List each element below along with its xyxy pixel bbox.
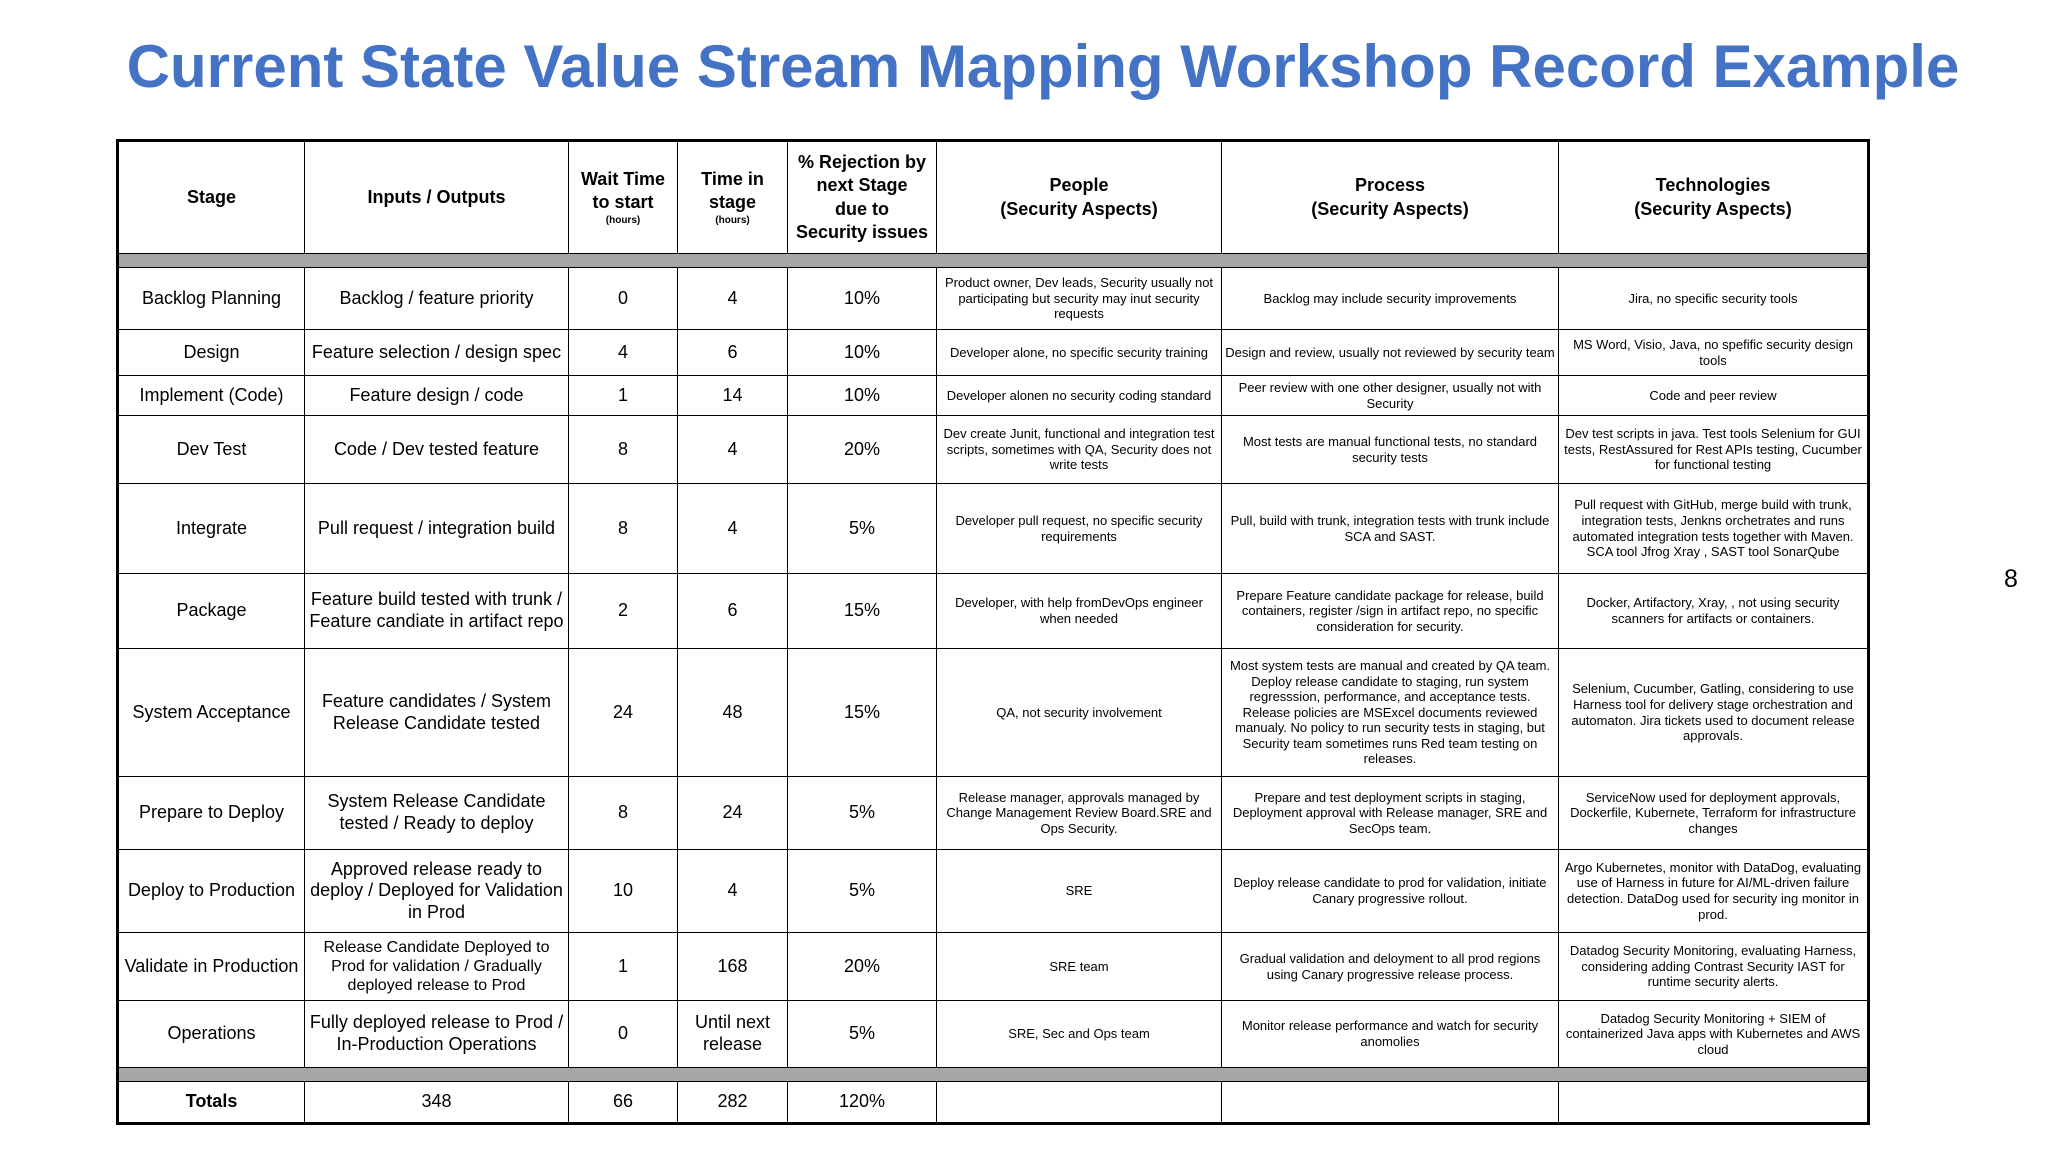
rejection-cell: 15% (788, 649, 937, 777)
page-title: Current State Value Stream Mapping Workshop Record Example (126, 33, 1960, 100)
rejection-cell: 5% (788, 484, 937, 574)
header-inputs-outputs: Inputs / Outputs (305, 141, 569, 254)
process-cell: Most system tests are manual and created by QA team. Deploy release candidate to staging, run system regresssion, performance, and acceptance tests. Release policies are MSExcel documents reviewed manualy. No policy to run security tests in staging, but Security team sometimes runs Red team testing on releases. (1222, 649, 1559, 777)
time-cell: 14 (678, 376, 788, 416)
totals-process (1222, 1082, 1559, 1124)
stage-cell: Operations (118, 1001, 305, 1068)
io-cell: Feature design / code (305, 376, 569, 416)
totals-time: 282 (678, 1082, 788, 1124)
stage-cell: Validate in Production (118, 933, 305, 1001)
tech-cell: Pull request with GitHub, merge build with trunk, integration tests, Jenkns orchetrates and runs automated integration tests together with Maven. SCA tool Jfrog Xray , SAST tool SonarQube (1559, 484, 1869, 574)
process-cell: Backlog may include security improvements (1222, 268, 1559, 330)
wait-cell: 8 (569, 484, 678, 574)
rejection-cell: 10% (788, 330, 937, 376)
table-row (118, 574, 1869, 649)
totals-tech (1559, 1082, 1869, 1124)
header-technologies: Technologies (Security Aspects) (1559, 141, 1869, 254)
totals-separator (118, 1068, 1869, 1082)
tech-cell: Selenium, Cucumber, Gatling, considering to use Harness tool for delivery stage orchestration and automaton. Jira tickets used to document release approvals. (1559, 649, 1869, 777)
process-cell: Most tests are manual functional tests, no standard security tests (1222, 416, 1559, 484)
totals-rejection: 120% (788, 1082, 937, 1124)
people-cell: Product owner, Dev leads, Security usually not participating but security may inut security requests (937, 268, 1222, 330)
header-row (118, 141, 1869, 254)
io-cell: Pull request / integration build (305, 484, 569, 574)
io-cell: Feature selection / design spec (305, 330, 569, 376)
process-cell: Prepare and test deployment scripts in staging, Deployment approval with Release manager, SRE and SecOps team. (1222, 777, 1559, 850)
io-cell: Release Candidate Deployed to Prod for validation / Gradually deployed release to Prod (305, 933, 569, 1001)
tech-cell: Datadog Security Monitoring, evaluating Harness, considering adding Contrast Security IAST for runtime security alerts. (1559, 933, 1869, 1001)
people-cell: Developer alone, no specific security training (937, 330, 1222, 376)
wait-cell: 1 (569, 933, 678, 1001)
table-row (118, 268, 1869, 330)
table-row (118, 416, 1869, 484)
wait-cell: 0 (569, 268, 678, 330)
totals-label: Totals (118, 1082, 305, 1124)
people-cell: Release manager, approvals managed by Change Management Review Board.SRE and Ops Security. (937, 777, 1222, 850)
time-cell: 6 (678, 574, 788, 649)
people-cell: Developer alonen no security coding standard (937, 376, 1222, 416)
stage-cell: Design (118, 330, 305, 376)
time-cell: 168 (678, 933, 788, 1001)
process-cell: Prepare Feature candidate package for release, build containers, register /sign in artifact repo, no specific consideration for security. (1222, 574, 1559, 649)
tech-cell: Argo Kubernetes, monitor with DataDog, evaluating use of Harness in future for AI/ML-driven failure detection. DataDog used for security ing monitor in prod. (1559, 850, 1869, 933)
header-time-unit: (hours) (715, 215, 750, 227)
totals-wait: 66 (569, 1082, 678, 1124)
io-cell: Approved release ready to deploy / Deployed for Validation in Prod (305, 850, 569, 933)
io-cell: Feature build tested with trunk / Feature candiate in artifact repo (305, 574, 569, 649)
time-cell: Until next release (678, 1001, 788, 1068)
people-cell: SRE team (937, 933, 1222, 1001)
time-cell: 4 (678, 850, 788, 933)
stage-cell: Backlog Planning (118, 268, 305, 330)
people-cell: Dev create Junit, functional and integration test scripts, sometimes with QA, Security does not write tests (937, 416, 1222, 484)
rejection-cell: 20% (788, 933, 937, 1001)
table-row (118, 649, 1869, 777)
header-wait-unit: (hours) (605, 215, 641, 227)
time-cell: 4 (678, 484, 788, 574)
io-cell: Feature candidates / System Release Candidate tested (305, 649, 569, 777)
wait-cell: 4 (569, 330, 678, 376)
rejection-cell: 5% (788, 850, 937, 933)
tech-cell: Code and peer review (1559, 376, 1869, 416)
stage-cell: Dev Test (118, 416, 305, 484)
table-row (118, 1001, 1869, 1068)
rejection-cell: 5% (788, 777, 937, 850)
header-process: Process (Security Aspects) (1222, 141, 1559, 254)
header-rejection: % Rejection by next Stage due to Security issues (788, 141, 937, 254)
header-separator (118, 254, 1869, 268)
wait-cell: 10 (569, 850, 678, 933)
tech-cell: ServiceNow used for deployment approvals, Dockerfile, Kubernete, Terraform for infrastructure changes (1559, 777, 1869, 850)
table-row (118, 376, 1869, 416)
table-row (118, 484, 1869, 574)
process-cell: Gradual validation and deloyment to all prod regions using Canary progressive release process. (1222, 933, 1559, 1001)
stage-cell: System Acceptance (118, 649, 305, 777)
table-row (118, 933, 1869, 1001)
process-cell: Design and review, usually not reviewed by security team (1222, 330, 1559, 376)
io-cell: System Release Candidate tested / Ready to deploy (305, 777, 569, 850)
time-cell: 4 (678, 416, 788, 484)
totals-people (937, 1082, 1222, 1124)
wait-cell: 24 (569, 649, 678, 777)
header-people: People (Security Aspects) (937, 141, 1222, 254)
header-time-in-stage: Time in stage (hours) (678, 141, 788, 254)
header-stage: Stage (118, 141, 305, 254)
tech-cell: MS Word, Visio, Java, no spefific security design tools (1559, 330, 1869, 376)
process-cell: Peer review with one other designer, usually not with Security (1222, 376, 1559, 416)
tech-cell: Dev test scripts in java. Test tools Selenium for GUI tests, RestAssured for Rest APIs testing, Cucumber for functional testing (1559, 416, 1869, 484)
page-number: 8 (2004, 565, 2018, 593)
header-wait-time: Wait Time to start (hours) (569, 141, 678, 254)
time-cell: 24 (678, 777, 788, 850)
io-cell: Backlog / feature priority (305, 268, 569, 330)
rejection-cell: 10% (788, 268, 937, 330)
rejection-cell: 15% (788, 574, 937, 649)
stage-cell: Prepare to Deploy (118, 777, 305, 850)
stage-cell: Deploy to Production (118, 850, 305, 933)
rejection-cell: 20% (788, 416, 937, 484)
process-cell: Deploy release candidate to prod for validation, initiate Canary progressive rollout. (1222, 850, 1559, 933)
io-cell: Fully deployed release to Prod / In-Production Operations (305, 1001, 569, 1068)
rejection-cell: 5% (788, 1001, 937, 1068)
wait-cell: 1 (569, 376, 678, 416)
stage-cell: Implement (Code) (118, 376, 305, 416)
time-cell: 6 (678, 330, 788, 376)
value-stream-table (116, 139, 1870, 1125)
people-cell: Developer, with help fromDevOps engineer when needed (937, 574, 1222, 649)
tech-cell: Docker, Artifactory, Xray, , not using security scanners for artifacts or containers. (1559, 574, 1869, 649)
people-cell: SRE, Sec and Ops team (937, 1001, 1222, 1068)
stage-cell: Integrate (118, 484, 305, 574)
totals-io: 348 (305, 1082, 569, 1124)
wait-cell: 2 (569, 574, 678, 649)
table-row (118, 777, 1869, 850)
process-cell: Pull, build with trunk, integration tests with trunk include SCA and SAST. (1222, 484, 1559, 574)
time-cell: 4 (678, 268, 788, 330)
table-row (118, 330, 1869, 376)
process-cell: Monitor release performance and watch for security anomolies (1222, 1001, 1559, 1068)
io-cell: Code / Dev tested feature (305, 416, 569, 484)
tech-cell: Jira, no specific security tools (1559, 268, 1869, 330)
totals-row (118, 1082, 1869, 1124)
time-cell: 48 (678, 649, 788, 777)
tech-cell: Datadog Security Monitoring + SIEM of containerized Java apps with Kubernetes and AWS cloud (1559, 1001, 1869, 1068)
people-cell: QA, not security involvement (937, 649, 1222, 777)
people-cell: SRE (937, 850, 1222, 933)
people-cell: Developer pull request, no specific security requirements (937, 484, 1222, 574)
wait-cell: 8 (569, 777, 678, 850)
stage-cell: Package (118, 574, 305, 649)
wait-cell: 8 (569, 416, 678, 484)
rejection-cell: 10% (788, 376, 937, 416)
wait-cell: 0 (569, 1001, 678, 1068)
table-row (118, 850, 1869, 933)
